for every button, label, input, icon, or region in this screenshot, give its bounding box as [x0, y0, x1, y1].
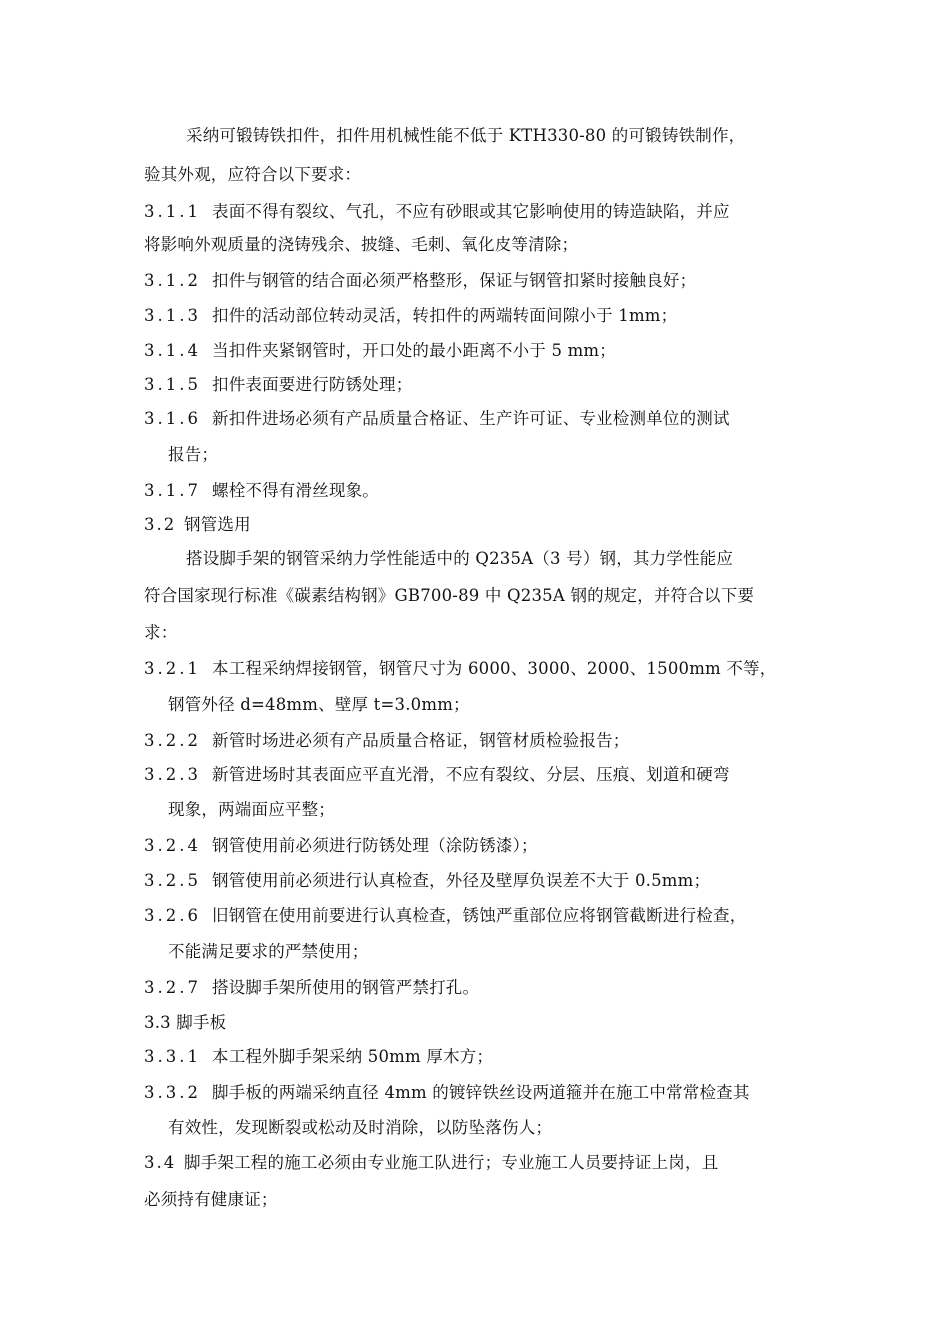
item-text: 当扣件夹紧钢管时，开口处的最小距离不小于 5 mm；	[212, 341, 616, 360]
section-item-3-4	[144, 1152, 824, 1174]
list-item-3-2-7	[144, 977, 824, 999]
item-text: 新管时场进必须有产品质量合格证，钢管材质检验报告；	[212, 731, 630, 750]
item-text: 新管进场时其表面应平直光滑，不应有裂纹、分层、压痕、划道和硬弯	[212, 765, 730, 784]
item-text: 新扣件进场必须有产品质量合格证、生产许可证、专业检测单位的测试	[212, 409, 730, 428]
item-text: 扣件表面要进行防锈处理；	[212, 375, 413, 394]
paragraph-line: 搭设脚手架的钢管采纳力学性能适中的 Q235A（3 号）钢，其力学性能应	[186, 549, 734, 568]
item-text: 旧钢管在使用前要进行认真检查，锈蚀严重部位应将钢管截断进行检查，	[212, 906, 747, 925]
section-number: 3.4	[144, 1153, 177, 1172]
item-number: 3.2.2	[144, 731, 201, 750]
item-number: 3.3.1	[144, 1047, 201, 1066]
list-item-3-1-1	[144, 201, 824, 223]
section-number: 3.2	[144, 515, 177, 534]
item-number: 3.2.4	[144, 836, 201, 855]
item-text: 搭设脚手架所使用的钢管严禁打孔。	[212, 978, 480, 997]
item-number: 3.1.7	[144, 481, 201, 500]
section-heading-3-2	[144, 514, 824, 536]
list-item-3-1-6	[144, 408, 824, 430]
item-number: 3.1.5	[144, 375, 201, 394]
list-item-3-1-2	[144, 270, 824, 292]
item-number: 3.1.3	[144, 306, 201, 325]
item-number: 3.1.6	[144, 409, 201, 428]
list-item-3-1-4	[144, 340, 824, 362]
item-number: 3.3.2	[144, 1083, 201, 1102]
list-item-3-2-5	[144, 870, 824, 892]
item-number: 3.1.2	[144, 271, 201, 290]
section-heading-3-3: 3.3 脚手板	[144, 1013, 227, 1032]
item-text: 钢管使用前必须进行认真检查，外径及壁厚负误差不大于 0.5mm；	[212, 871, 711, 890]
list-item-3-1-3	[144, 305, 824, 327]
item-number: 3.2.7	[144, 978, 201, 997]
list-item-3-2-4	[144, 835, 824, 857]
paragraph-line: 求：	[144, 623, 178, 642]
item-text: 脚手板的两端采纳直径 4mm 的镀锌铁丝设两道箍并在施工中常常检查其	[212, 1083, 750, 1102]
item-text: 扣件与钢管的结合面必须严格整形，保证与钢管扣紧时接触良好；	[212, 271, 697, 290]
paragraph-line: 验其外观，应符合以下要求：	[144, 165, 362, 184]
list-item-3-3-2	[144, 1082, 824, 1104]
paragraph-line: 采纳可锻铸铁扣件，扣件用机械性能不低于 KTH330-80 的可锻铸铁制作，	[186, 126, 746, 145]
list-item-continuation: 钢管外径 d=48mm、壁厚 t=3.0mm；	[168, 695, 470, 714]
item-text: 钢管使用前必须进行防锈处理（涂防锈漆）；	[212, 836, 538, 855]
item-number: 3.1.4	[144, 341, 201, 360]
list-item-3-3-1	[144, 1046, 824, 1068]
list-item-3-2-3	[144, 764, 824, 786]
list-item-continuation: 将影响外观质量的浇铸残余、披缝、毛刺、氧化皮等清除；	[144, 235, 579, 254]
item-number: 3.1.1	[144, 202, 201, 221]
item-number: 3.2.1	[144, 659, 201, 678]
item-text: 脚手架工程的施工必须由专业施工队进行；专业施工人员要持证上岗，且	[184, 1153, 719, 1172]
item-number: 3.2.3	[144, 765, 201, 784]
section-title: 钢管选用	[184, 515, 251, 534]
list-item-3-2-1	[144, 658, 824, 680]
item-text: 本工程外脚手架采纳 50mm 厚木方；	[212, 1047, 494, 1066]
list-item-3-1-7	[144, 480, 824, 502]
list-item-3-2-2	[144, 730, 824, 752]
list-item-continuation: 不能满足要求的严禁使用；	[168, 942, 369, 961]
list-item-continuation: 有效性，发现断裂或松动及时消除，以防坠落伤人；	[168, 1118, 553, 1137]
item-number: 3.2.6	[144, 906, 201, 925]
paragraph-line: 符合国家现行标准《碳素结构钢》GB700-89 中 Q235A 钢的规定，并符合以下要	[144, 586, 755, 605]
list-item-continuation: 现象，两端面应平整；	[168, 800, 335, 819]
list-item-3-1-5	[144, 374, 824, 396]
item-text: 扣件的活动部位转动灵活，转扣件的两端转面间隙小于 1mm；	[212, 306, 678, 325]
list-item-continuation: 报告；	[168, 445, 219, 464]
item-text: 螺栓不得有滑丝现象。	[212, 481, 379, 500]
paragraph-line: 必须持有健康证；	[144, 1190, 278, 1209]
list-item-3-2-6	[144, 905, 824, 927]
item-text: 本工程采纳焊接钢管，钢管尺寸为 6000、3000、2000、1500mm 不等，	[212, 659, 777, 678]
item-text: 表面不得有裂纹、气孔，不应有砂眼或其它影响使用的铸造缺陷，并应	[212, 202, 730, 221]
item-number: 3.2.5	[144, 871, 201, 890]
